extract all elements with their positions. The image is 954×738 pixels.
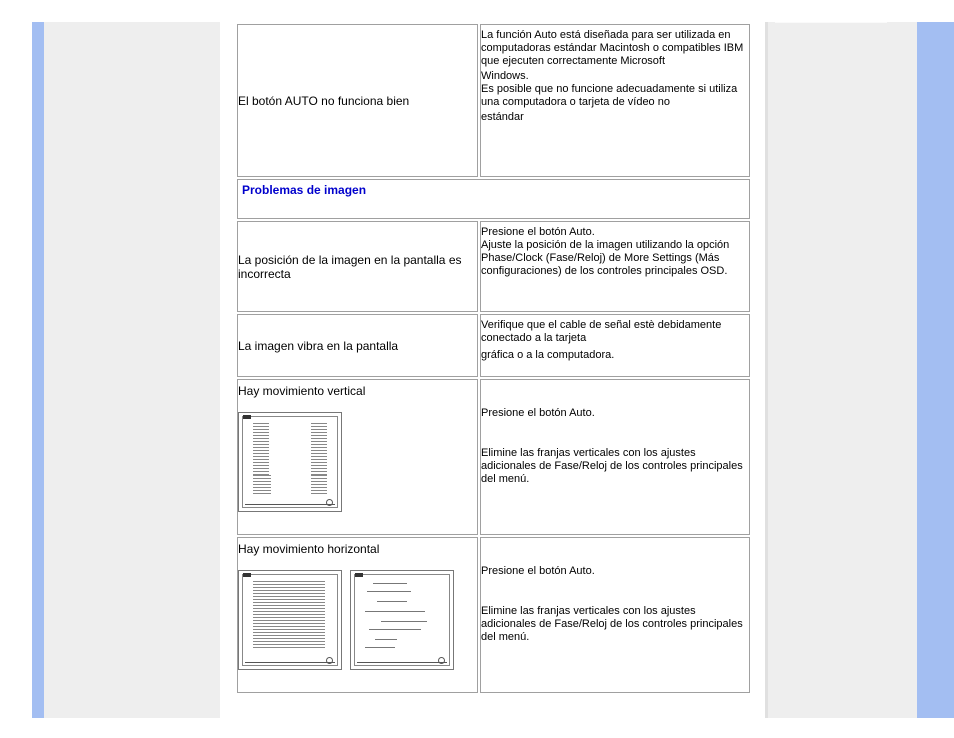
left-grey-margin — [44, 22, 220, 718]
problem-label: La posición de la imagen en la pantalla es incorrecta — [238, 252, 462, 281]
problem-cell — [237, 24, 478, 177]
solution-cell — [480, 221, 750, 312]
table-row — [237, 379, 750, 535]
solution-cell — [480, 24, 750, 177]
solution-text: Es posible que no funcione adecuadamente si utiliza una computadora o tarjeta de vídeo no — [481, 83, 738, 108]
horizontal-noise-screen-clean-icon — [350, 570, 454, 670]
table-row — [237, 179, 750, 219]
horizontal-noise-screen-icon — [238, 570, 342, 670]
problem-cell — [237, 379, 478, 535]
solution-cell — [480, 379, 750, 535]
problem-cell — [237, 221, 478, 312]
solution-text: Presione el botón Auto. — [481, 226, 595, 238]
solution-text: Windows. — [481, 70, 529, 82]
solution-text: estándar — [481, 111, 524, 123]
problem-label: Hay movimiento horizontal — [238, 542, 380, 556]
right-blue-bar — [917, 22, 954, 718]
problem-label: La imagen vibra en la pantalla — [238, 338, 399, 353]
troubleshooting-table — [235, 22, 752, 695]
table-row — [237, 314, 750, 377]
table-row — [237, 221, 750, 312]
solution-cell — [480, 537, 750, 693]
problem-label: Hay movimiento vertical — [238, 384, 366, 398]
solution-text: La función Auto está diseñada para ser utilizada en computadoras estándar Macintosh o compatibles IBM que ejecuten correctamente Microsoft — [481, 29, 744, 67]
solution-text: Elimine las franjas verticales con los ajustes adicionales de Fase/Reloj de los controles principales del menú. — [481, 605, 743, 643]
solution-text: Ajuste la posición de la imagen utilizando la opción Phase/Clock (Fase/Reloj) de More Settings (Más configuraciones) de los controles principales OSD. — [481, 239, 730, 277]
section-header: Problemas de imagen — [242, 183, 367, 197]
solution-text: Presione el botón Auto. — [481, 407, 595, 419]
problem-cell — [237, 537, 478, 693]
problem-label: El botón AUTO no funciona bien — [238, 93, 410, 108]
vertical-noise-screen-icon — [238, 412, 342, 512]
problem-cell — [237, 314, 478, 377]
solution-text: Presione el botón Auto. — [481, 565, 595, 577]
right-grey-margin — [765, 22, 917, 718]
table-row — [237, 24, 750, 177]
left-blue-bar — [32, 22, 44, 718]
solution-text: Elimine las franjas verticales con los ajustes adicionales de Fase/Reloj de los controles principales del menú. — [481, 447, 743, 485]
solution-cell — [480, 314, 750, 377]
section-header-cell — [237, 179, 750, 219]
solution-text: Verifique que el cable de señal estè debidamente conectado a la tarjeta — [481, 319, 722, 344]
table-row — [237, 537, 750, 693]
solution-text: gráfica o a la computadora. — [481, 349, 615, 361]
